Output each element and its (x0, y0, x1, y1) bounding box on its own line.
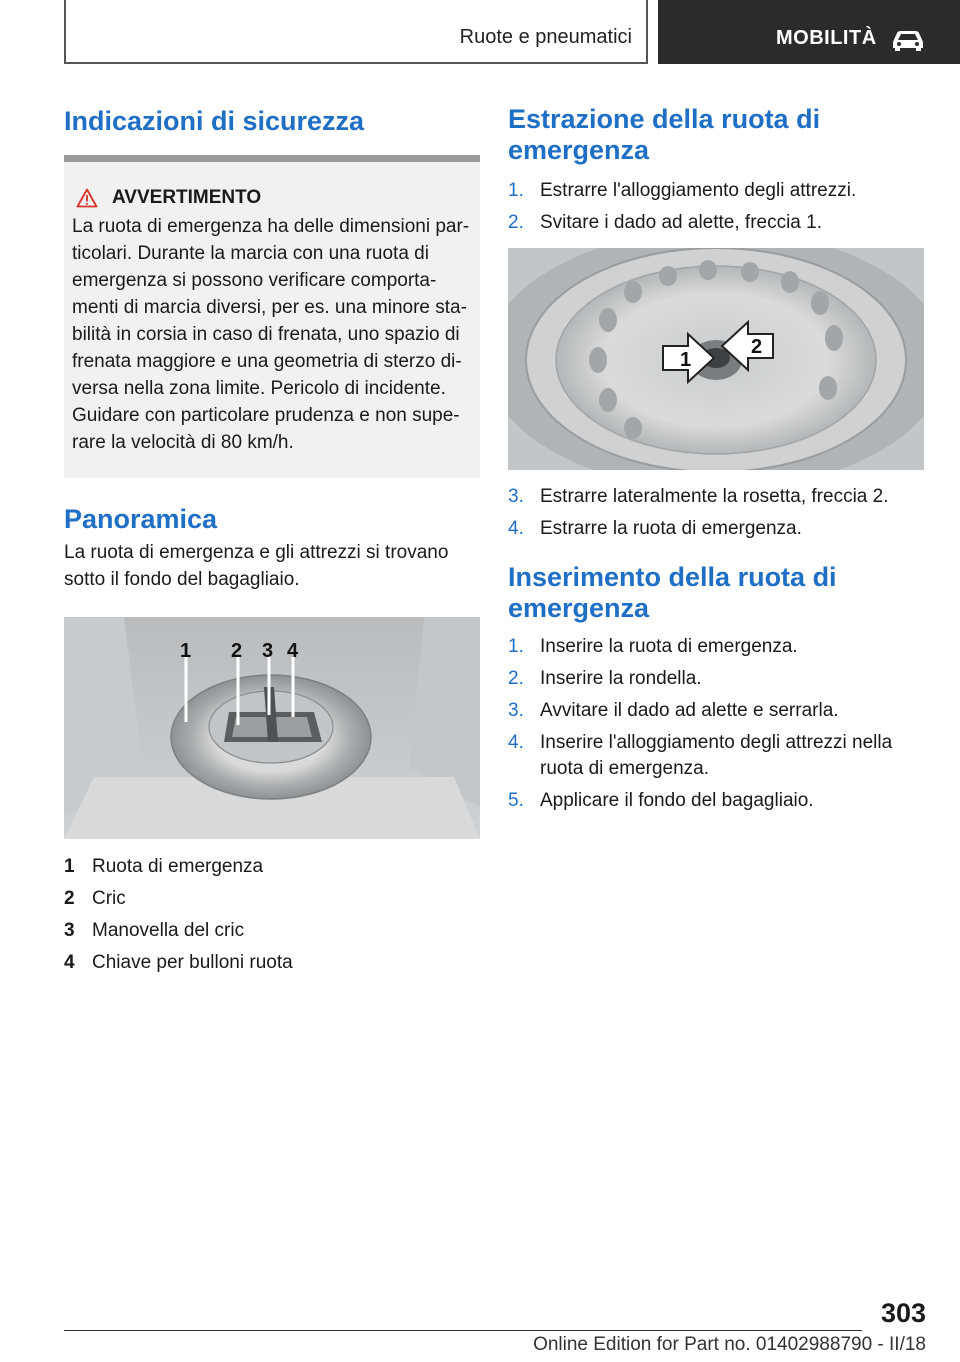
step-item: 2. Svitare i dado ad alette, freccia 1. (508, 212, 822, 233)
step-item: 5. Applicare il fondo del bagagliaio. (508, 790, 814, 811)
edition-footer: Online Edition for Part no. 01402988790 - II/18 (533, 1334, 926, 1355)
spare-wheel-nut-figure (508, 248, 924, 470)
removal-heading: Estrazione della ruota di emergenza (508, 104, 821, 165)
figure-label-2: 2 (231, 640, 243, 662)
warning-triangle-icon (76, 188, 98, 208)
warning-title: AVVERTIMENTO (112, 187, 262, 208)
right-column (508, 100, 924, 820)
step-item: 2. Inserire la rondella. (508, 668, 702, 689)
nut-figure-label-2: 2 (751, 336, 763, 358)
step-item: 1. Estrarre l'alloggiamento degli attrezzi. (508, 180, 857, 201)
footer-rule (64, 1330, 862, 1331)
step-item: 1. Inserire la ruota di emergenza. (508, 636, 798, 657)
left-column (64, 100, 480, 979)
figure-legend (64, 851, 480, 979)
step-item: 3. Estrarre lateralmente la rosetta, freccia 2. (508, 486, 889, 507)
insert-heading: Inserimento della ruota di emergenza (508, 562, 837, 623)
overview-text: La ruota di emergenza e gli attrezzi si trovano sotto il fondo del bagagliaio. (64, 542, 449, 590)
step-item: 4. Inserire l'alloggiamento degli attrezzi nella ruota di emergenza. (508, 732, 893, 779)
legend-item: 3 Manovella del cric (64, 920, 245, 941)
warning-box (64, 162, 480, 478)
warning-text: La ruota di emergenza ha delle dimensioni par-ticolari. Durante la marcia con una ruota di emergenza si possono verificare comporta-menti di marcia diversi, per es. una minore sta-bilità in corsia in caso di frenata, uno spazio di frenata maggiore e una geometria di sterzo di-versa nella zona limite. Pericolo di incidente. Guidare con particolare prudenza e non supe-rare la velocità di 80 km/h. (72, 216, 470, 453)
removal-steps-continued (508, 484, 924, 542)
header-chapter-box (658, 0, 960, 64)
header-section-box (64, 0, 648, 64)
page-number: 303 (880, 1298, 926, 1328)
step-item: 4. Estrarre la ruota di emergenza. (508, 518, 802, 539)
figure-label-3: 3 (262, 640, 274, 662)
removal-steps (508, 178, 924, 236)
car-icon (890, 28, 926, 52)
step-item: 3. Avvitare il dado ad alette e serrarla. (508, 700, 839, 721)
figure-label-1: 1 (180, 640, 192, 662)
legend-item: 2 Cric (64, 888, 126, 909)
header-chapter-title: MOBILITÀ (776, 27, 877, 49)
trunk-spare-wheel-figure (64, 617, 480, 839)
nut-figure-label-1: 1 (680, 349, 692, 371)
warning-rule (64, 155, 480, 162)
header-section-title: Ruote e pneumatici (459, 26, 632, 48)
safety-heading: Indicazioni di sicurezza (64, 106, 365, 136)
figure-label-4: 4 (287, 640, 299, 662)
insert-steps (508, 634, 924, 814)
legend-item: 4 Chiave per bulloni ruota (64, 952, 293, 973)
overview-heading: Panoramica (64, 504, 218, 534)
legend-item: 1 Ruota di emergenza (64, 856, 264, 877)
